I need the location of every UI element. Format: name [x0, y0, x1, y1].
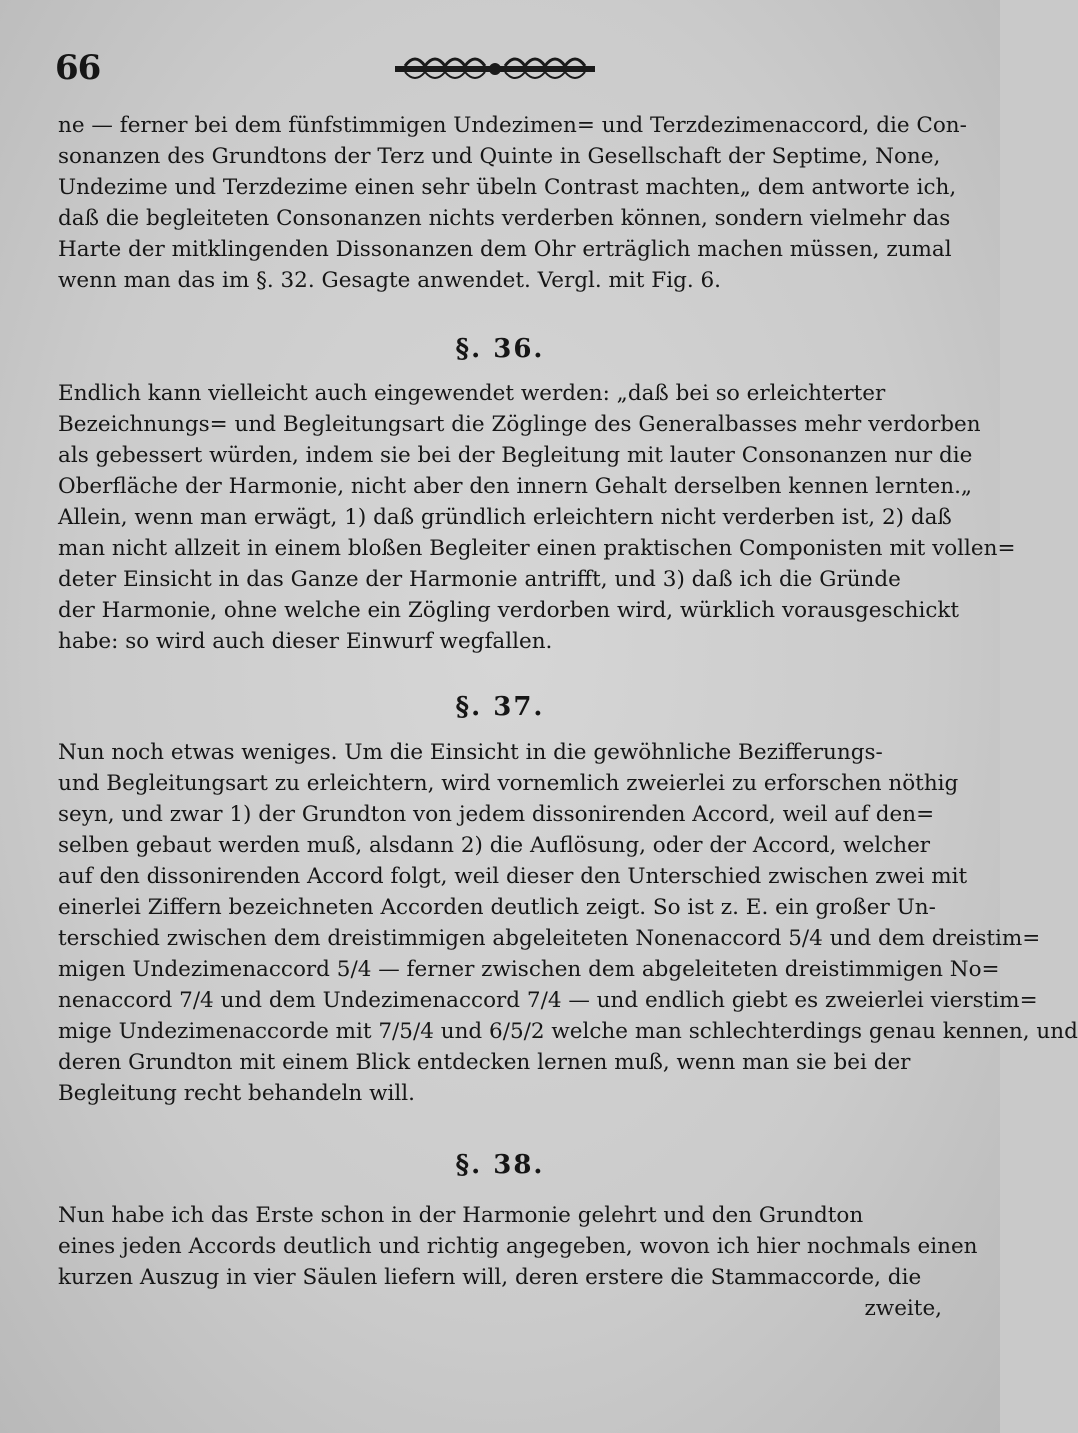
text-line: Endlich kann vielleicht auch eingewendet werden: „daß bei so erleichterter [58, 381, 886, 406]
paragraph-continuation [58, 110, 967, 296]
text-line: der Harmonie, ohne welche ein Zögling verdorben wird, würklich vorausgeschickt [58, 598, 960, 623]
text-line: Nun habe ich das Erste schon in der Harmonie gelehrt und den Grundton [58, 1203, 864, 1228]
text-line: Bezeichnungs= und Begleitungsart die Zöglinge des Generalbasses mehr verdorben [58, 412, 981, 437]
section-heading-36: §. 36. [455, 334, 545, 364]
page-number: 66 [55, 48, 101, 88]
text-line: einerlei Ziffern bezeichneten Accorden deutlich zeigt. So ist z. E. ein großer Un- [58, 895, 936, 920]
section-heading-38: §. 38. [455, 1150, 545, 1180]
text-line: Nun noch etwas weniges. Um die Einsicht in die gewöhnliche Bezifferungs- [58, 740, 883, 765]
text-line: als gebessert würden, indem sie bei der Begleitung mit lauter Consonanzen nur die [58, 443, 973, 468]
text-line: daß die begleiteten Consonanzen nichts verderben können, sondern vielmehr das [58, 206, 951, 231]
text-line: kurzen Auszug in vier Säulen liefern will, deren erstere die Stammaccorde, die [58, 1265, 922, 1290]
text-line: deter Einsicht in das Ganze der Harmonie antrifft, und 3) daß ich die Gründe [58, 567, 901, 592]
catchword: zweite, [864, 1296, 942, 1321]
text-line: Allein, wenn man erwägt, 1) daß gründlich erleichtern nicht verderben ist, 2) daß [58, 505, 952, 530]
text-line: sonanzen des Grundtons der Terz und Quinte in Gesellschaft der Septime, None, [58, 144, 941, 169]
text-line: Undezime und Terzdezime einen sehr übeln Contrast machten„ dem antworte ich, [58, 175, 957, 200]
paragraph-section-36 [58, 378, 1016, 657]
text-line: und Begleitungsart zu erleichtern, wird vornemlich zweierlei zu erforschen nöthig [58, 771, 959, 796]
text-line: terschied zwischen dem dreistimmigen abgeleiteten Nonenaccord 5/4 und dem dreistim= [58, 926, 1041, 951]
paragraph-section-38 [58, 1200, 978, 1324]
text-line: ne — ferner bei dem fünfstimmigen Undezimen= und Terzdezimenaccord, die Con- [58, 113, 967, 138]
text-line: eines jeden Accords deutlich und richtig angegeben, wovon ich hier nochmals einen [58, 1234, 978, 1259]
text-line: mige Undezimenaccorde mit 7/5/4 und 6/5/2 welche man schlechterdings genau kennen, und [58, 1019, 1078, 1044]
text-line: wenn man das im §. 32. Gesagte anwendet. Vergl. mit Fig. 6. [58, 268, 722, 293]
text-line: habe: so wird auch dieser Einwurf wegfallen. [58, 629, 553, 654]
paragraph-section-37 [58, 737, 1078, 1109]
text-line: deren Grundton mit einem Blick entdecken lernen muß, wenn man sie bei der [58, 1050, 911, 1075]
text-line: Oberfläche der Harmonie, nicht aber den innern Gehalt derselben kennen lernten.„ [58, 474, 973, 499]
text-line: nenaccord 7/4 und dem Undezimenaccord 7/4 — und endlich giebt es zweierlei vierstim= [58, 988, 1038, 1013]
text-line: seyn, und zwar 1) der Grundton von jedem dissonirenden Accord, weil auf den= [58, 802, 935, 827]
text-line: Begleitung recht behandeln will. [58, 1081, 415, 1106]
text-line: Harte der mitklingenden Dissonanzen dem Ohr erträglich machen müssen, zumal [58, 237, 952, 262]
text-line: auf den dissonirenden Accord folgt, weil dieser den Unterschied zwischen zwei mit [58, 864, 968, 889]
text-line: migen Undezimenaccord 5/4 — ferner zwischen dem abgeleiteten dreistimmigen No= [58, 957, 1000, 982]
header-ornament-icon [395, 52, 595, 84]
text-line: selben gebaut werden muß, alsdann 2) die Auflösung, oder der Accord, welcher [58, 833, 931, 858]
section-heading-37: §. 37. [455, 692, 545, 722]
text-line: man nicht allzeit in einem bloßen Begleiter einen praktischen Componisten mit vollen= [58, 536, 1016, 561]
